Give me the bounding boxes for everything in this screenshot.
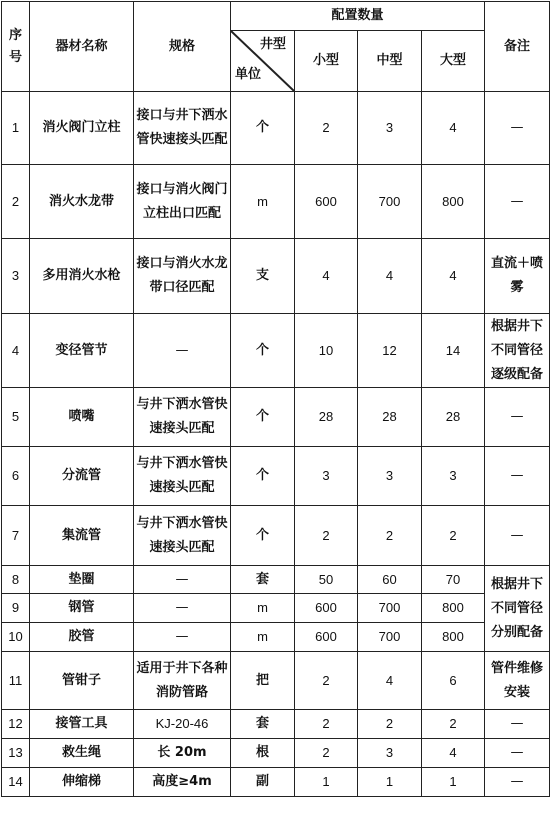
row-large: 4 — [422, 739, 485, 768]
row-remark: — — [485, 92, 550, 165]
row-spec: 长 20m — [134, 739, 231, 768]
row-large: 3 — [422, 447, 485, 506]
row-spec: — — [134, 314, 231, 388]
row-unit: 副 — [231, 768, 295, 797]
row-name: 胶管 — [30, 623, 134, 652]
row-name: 救生绳 — [30, 739, 134, 768]
equipment-config-table — [1, 1, 550, 797]
row-remark: — — [485, 165, 550, 239]
row-no: 13 — [2, 739, 30, 768]
row-no: 7 — [2, 506, 30, 566]
row-large: 1 — [422, 768, 485, 797]
row-small: 4 — [295, 239, 358, 314]
row-small: 600 — [295, 623, 358, 652]
row-remark: 管件维修安装 — [485, 652, 550, 710]
table-row — [2, 388, 550, 447]
row-large: 4 — [422, 239, 485, 314]
row-no: 11 — [2, 652, 30, 710]
row-no: 8 — [2, 566, 30, 594]
row-small: 2 — [295, 652, 358, 710]
row-large: 800 — [422, 594, 485, 623]
table-row — [2, 92, 550, 165]
row-no: 6 — [2, 447, 30, 506]
table-row — [2, 506, 550, 566]
table-row — [2, 566, 550, 594]
row-no: 1 — [2, 92, 30, 165]
row-spec: 高度≥4m — [134, 768, 231, 797]
row-large: 70 — [422, 566, 485, 594]
row-large: 2 — [422, 506, 485, 566]
row-name: 垫圈 — [30, 566, 134, 594]
row-spec: 与井下洒水管快速接头匹配 — [134, 388, 231, 447]
row-small: 10 — [295, 314, 358, 388]
row-name: 消火阀门立柱 — [30, 92, 134, 165]
table-row — [2, 239, 550, 314]
row-remark: 根据井下不同管径逐级配备 — [485, 314, 550, 388]
row-spec: — — [134, 623, 231, 652]
row-large: 4 — [422, 92, 485, 165]
header-remark: 备注 — [485, 2, 550, 92]
row-name: 喷嘴 — [30, 388, 134, 447]
row-no: 9 — [2, 594, 30, 623]
row-remark: — — [485, 710, 550, 739]
row-unit: m — [231, 623, 295, 652]
row-medium: 700 — [358, 165, 422, 239]
table-row — [2, 768, 550, 797]
row-remark: — — [485, 388, 550, 447]
row-no: 5 — [2, 388, 30, 447]
row-unit: 个 — [231, 447, 295, 506]
header-medium: 中型 — [358, 31, 422, 92]
header-unit: 单位 — [235, 67, 262, 82]
row-medium: 12 — [358, 314, 422, 388]
header-spec: 规格 — [134, 2, 231, 92]
row-medium: 700 — [358, 623, 422, 652]
row-large: 2 — [422, 710, 485, 739]
row-remark: — — [485, 447, 550, 506]
equipment-table-container — [1, 1, 549, 818]
row-unit: m — [231, 165, 295, 239]
row-medium: 700 — [358, 594, 422, 623]
row-spec: KJ-20-46 — [134, 710, 231, 739]
row-name: 接管工具 — [30, 710, 134, 739]
header-seq — [2, 2, 30, 92]
row-no: 3 — [2, 239, 30, 314]
row-remark: 直流＋喷雾 — [485, 239, 550, 314]
row-small: 2 — [295, 739, 358, 768]
row-no: 14 — [2, 768, 30, 797]
row-small: 600 — [295, 594, 358, 623]
row-medium: 4 — [358, 239, 422, 314]
row-medium: 3 — [358, 92, 422, 165]
row-spec: — — [134, 594, 231, 623]
row-small: 2 — [295, 92, 358, 165]
row-medium: 28 — [358, 388, 422, 447]
row-remark: 根据井下不同管径分别配备 — [485, 566, 550, 652]
table-row — [2, 447, 550, 506]
header-seq-label: 序号 — [8, 27, 22, 65]
row-name: 集流管 — [30, 506, 134, 566]
row-unit: 套 — [231, 710, 295, 739]
row-unit: 根 — [231, 739, 295, 768]
header-small: 小型 — [295, 31, 358, 92]
table-row — [2, 594, 550, 623]
row-name: 分流管 — [30, 447, 134, 506]
row-name: 变径管节 — [30, 314, 134, 388]
header-diagonal-cell — [231, 31, 295, 92]
table-row — [2, 652, 550, 710]
row-unit: 个 — [231, 314, 295, 388]
row-spec: 接口与井下洒水管快速接头匹配 — [134, 92, 231, 165]
row-small: 2 — [295, 710, 358, 739]
row-name: 钢管 — [30, 594, 134, 623]
row-spec: 接口与消火阀门立柱出口匹配 — [134, 165, 231, 239]
row-unit: 个 — [231, 388, 295, 447]
row-medium: 2 — [358, 710, 422, 739]
row-name: 多用消火水枪 — [30, 239, 134, 314]
row-spec: 接口与消火水龙带口径匹配 — [134, 239, 231, 314]
row-name: 伸缩梯 — [30, 768, 134, 797]
row-large: 14 — [422, 314, 485, 388]
row-large: 28 — [422, 388, 485, 447]
header-config: 配置数量 — [231, 2, 485, 31]
row-medium: 3 — [358, 447, 422, 506]
row-medium: 60 — [358, 566, 422, 594]
row-spec: — — [134, 566, 231, 594]
row-remark: — — [485, 739, 550, 768]
row-spec: 与井下洒水管快速接头匹配 — [134, 447, 231, 506]
row-small: 3 — [295, 447, 358, 506]
row-remark: — — [485, 768, 550, 797]
table-row — [2, 739, 550, 768]
table-row — [2, 165, 550, 239]
row-large: 800 — [422, 165, 485, 239]
row-name: 消火水龙带 — [30, 165, 134, 239]
row-unit: 支 — [231, 239, 295, 314]
row-spec: 与井下洒水管快速接头匹配 — [134, 506, 231, 566]
row-no: 12 — [2, 710, 30, 739]
row-unit: m — [231, 594, 295, 623]
header-name: 器材名称 — [30, 2, 134, 92]
row-name: 管钳子 — [30, 652, 134, 710]
table-row — [2, 623, 550, 652]
row-medium: 3 — [358, 739, 422, 768]
row-small: 28 — [295, 388, 358, 447]
row-medium: 1 — [358, 768, 422, 797]
table-row — [2, 710, 550, 739]
table-row — [2, 314, 550, 388]
header-large: 大型 — [422, 31, 485, 92]
row-unit: 把 — [231, 652, 295, 710]
row-large: 6 — [422, 652, 485, 710]
row-small: 2 — [295, 506, 358, 566]
row-small: 50 — [295, 566, 358, 594]
row-small: 600 — [295, 165, 358, 239]
row-spec: 适用于井下各种消防管路 — [134, 652, 231, 710]
row-unit: 个 — [231, 92, 295, 165]
row-unit: 个 — [231, 506, 295, 566]
row-medium: 4 — [358, 652, 422, 710]
row-small: 1 — [295, 768, 358, 797]
header-row-1 — [2, 2, 550, 31]
row-unit: 套 — [231, 566, 295, 594]
row-no: 10 — [2, 623, 30, 652]
row-large: 800 — [422, 623, 485, 652]
header-mine-type: 井型 — [259, 37, 286, 52]
row-medium: 2 — [358, 506, 422, 566]
row-no: 4 — [2, 314, 30, 388]
row-no: 2 — [2, 165, 30, 239]
row-remark: — — [485, 506, 550, 566]
